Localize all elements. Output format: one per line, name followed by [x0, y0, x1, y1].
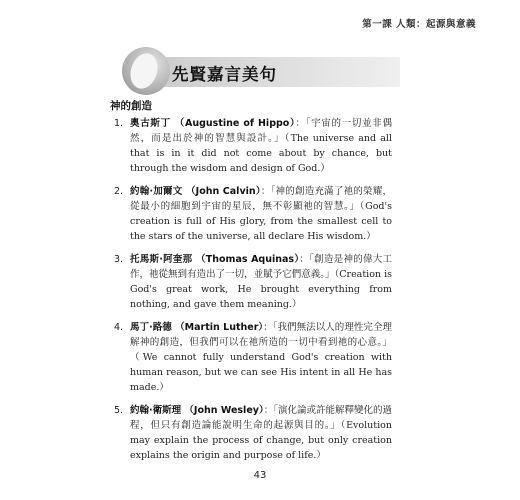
quote-speaker: 奧古斯丁 （Augustine of Hippo） [130, 118, 296, 129]
quote-number: 2. [114, 186, 124, 197]
section-title: 先賢嘉言美句 [172, 65, 277, 84]
quote-list [110, 116, 392, 471]
quote-speaker: 約翰·衛斯理 （John Wesley） [130, 405, 264, 416]
quote-item [110, 184, 392, 244]
quote-speaker: 托馬斯·阿奎那 （Thomas Aquinas） [130, 254, 300, 265]
page-number: 43 [253, 470, 267, 481]
quote-item [110, 116, 392, 176]
quote-speaker: 馬丁·路德 （Martin Luther） [130, 322, 264, 333]
quote-speaker: 約翰·加爾文 （John Calvin） [130, 186, 261, 197]
quote-text: ：「神的創造充滿了祂的榮耀，從最小的細胞到宇宙的星辰，無不彰顯祂的智慧。」（God's creation is full of His glory, from the smallest cell to the stars of the universe, all declare His wisdom.） [130, 186, 392, 242]
quote-number: 5. [114, 405, 124, 416]
subheading: 神的創造 [110, 100, 152, 112]
quote-text: ：「創造是神的偉大工作，祂從無到有造出了一切，並賦予它們意義。」（Creation is God's great work, He brought everything from nothing, and gave them meaning.） [130, 254, 392, 310]
quote-item [110, 320, 392, 395]
quote-item [110, 403, 392, 463]
quote-number: 3. [114, 254, 124, 265]
quote-text: ：「我們無法以人的理性完全理解神的創造，但我們可以在祂所造的一切中看到祂的心意。」（We cannot fully understand God's creation with human reason, but we can see His intent in all He has made.） [130, 322, 392, 393]
quote-text: ：「演化論或許能解釋變化的過程，但只有創造論能說明生命的起源與目的。」（Evolution may explain the process of change, but only creation explains the origin and purpose of life.） [130, 405, 392, 461]
quote-item [110, 252, 392, 312]
running-header: 第一課 人類：起源與意義 [362, 19, 476, 30]
quote-number: 4. [114, 322, 124, 333]
quote-number: 1. [114, 118, 124, 129]
quote-text: ：「宇宙的一切並非偶然，而是出於神的智慧與設計。」（The universe and all that is in it did not come about by chance, but through the wisdom and design of God.） [130, 118, 392, 174]
